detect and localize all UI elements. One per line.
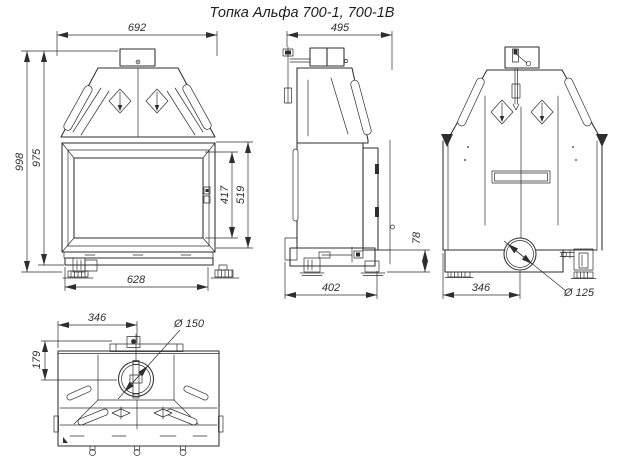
dim-side-plinth-height: 78 [411,231,423,245]
dim-front-height-body: 975 [31,148,43,168]
side-flue-collar [310,48,327,66]
side-dimensions [285,22,430,299]
side-view [283,22,430,299]
front-view [14,22,253,291]
top-damper-actuator [127,337,140,348]
dim-front-height-overall: 998 [14,152,26,172]
rear-left-foot [445,272,473,278]
side-rail [350,79,372,135]
top-left-upper-slot [66,385,92,401]
front-glass-panel [74,158,203,238]
side-air-control [319,247,363,262]
top-feet [90,446,187,456]
side-left-foot [300,258,324,276]
side-right-foot [361,261,385,276]
rear-right-rail [563,77,592,128]
top-vent-left [112,407,130,419]
top-right-upper-slot [183,385,209,401]
dim-side-depth-base: 402 [321,282,341,294]
top-view [31,312,223,456]
dim-rear-air-inlet-dia: Ø 125 [564,287,594,299]
rear-flue-collar [505,47,539,68]
front-left-foot [63,271,93,278]
rear-left-rail [456,77,485,128]
top-right-lower-slot [166,408,198,426]
side-door-handle-bar [293,149,298,221]
front-right-rail [181,83,212,131]
front-vent-left [109,89,131,113]
rear-valve-mechanism [560,249,596,279]
front-vent-right [146,89,168,113]
dim-front-door-height: 519 [235,185,247,205]
dim-front-glass-height: 417 [219,185,231,205]
rear-vent-left [491,100,513,124]
rear-vent-right [531,100,553,124]
top-flue-flange [110,344,183,352]
dim-side-depth-top: 495 [330,22,350,34]
drawing-title: Топка Альфа 700-1, 700-1В [209,5,395,21]
rear-view [441,47,608,299]
side-body [297,143,363,248]
front-plinth [65,258,213,265]
front-dimensions [14,22,253,291]
dim-rear-flue-offset: 346 [471,282,491,294]
dim-front-width-base: 628 [126,274,146,286]
side-back-panel [363,148,378,250]
front-right-foot [211,265,239,278]
dim-top-flue-offset: 346 [87,312,107,324]
dim-front-width-top: 692 [127,22,147,34]
dim-top-flue-depth: 179 [31,350,43,370]
top-left-lower-slot [77,408,109,426]
dim-top-flue-dia: Ø 150 [174,318,204,330]
front-door-frame [62,143,215,252]
front-flue-collar [120,49,155,66]
